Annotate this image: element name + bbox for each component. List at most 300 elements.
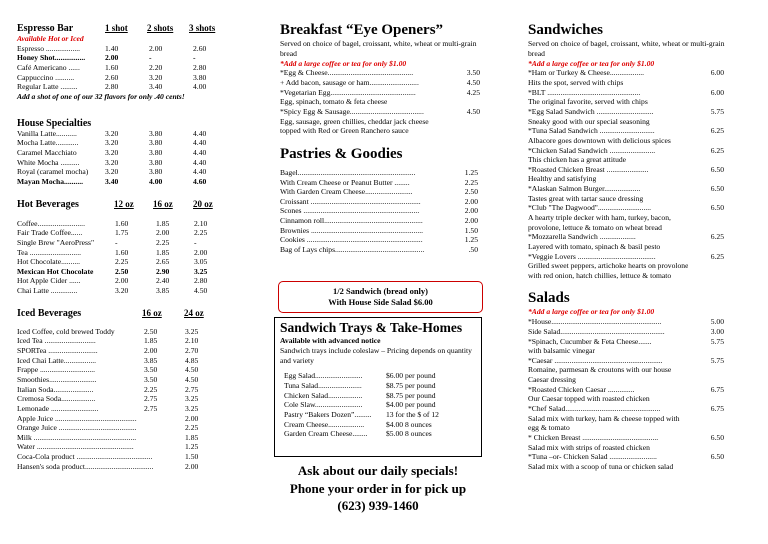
sandwiches-item — [528, 107, 724, 117]
hot-item-price: 1.75 — [115, 228, 129, 238]
house-item-price: 3.80 — [149, 167, 163, 177]
salads-item — [528, 327, 724, 337]
salads-item-price: 6.75 — [710, 384, 724, 394]
house-item-price: 3.20 — [105, 128, 119, 138]
salads-note: *Add a large coffee or tea for only $1.00 — [528, 307, 655, 317]
trays-item-name: Tuna Salad....................... — [284, 381, 362, 391]
iced-item-name: Orange Juice ......................................... — [17, 423, 137, 433]
iced-item-name: Frappe ............................. — [17, 365, 96, 375]
salads-item-name: *Chef Salad.................................................. — [528, 404, 661, 414]
espresso-title: Espresso Bar — [17, 23, 74, 34]
trays-item-name: Cream Cheese................... — [284, 419, 365, 429]
iced-item-name: Milk ...................................................... — [17, 432, 137, 442]
salads-item-price: 5.75 — [710, 355, 724, 365]
sandwiches-item-name: provolone, lettuce & tomato on wheat bread — [528, 222, 662, 232]
sandwiches-item-name: *Mozzarella Sandwich ................... — [528, 232, 636, 242]
half-sandwich-line2: With House Side Salad $6.00 — [328, 297, 433, 307]
sandwiches-item-price: 6.50 — [710, 164, 724, 174]
house-item-price: 4.40 — [193, 138, 207, 148]
sandwiches-item-price: 6.00 — [710, 87, 724, 97]
sandwiches-item-name: Sneaky good with our special seasoning — [528, 116, 650, 126]
hot-item-price: - — [115, 237, 118, 247]
iced-item-name: Hansen's soda product.................................... — [17, 461, 154, 471]
iced-list — [17, 327, 255, 472]
espresso-item — [17, 44, 255, 54]
house-item-price: 3.20 — [105, 157, 119, 167]
house-item-price: 3.20 — [105, 138, 119, 148]
salads-item-name: *Caesar ......................................................... — [528, 355, 663, 365]
breakfast-item-name: *Egg & Cheese............................................. — [280, 68, 414, 78]
sandwiches-item-name: *Club "The Dagwood"............................ — [528, 203, 652, 213]
iced-item-price: 2.25 — [185, 423, 199, 433]
pastries-item — [280, 187, 478, 197]
salads-item — [528, 452, 724, 462]
pastries-item-name: Brownies ........................................................... — [280, 225, 424, 235]
espresso-col1: 1 shot — [105, 23, 128, 33]
trays-item-price: $6.00 per pound — [386, 371, 436, 381]
pastries-item-price: 2.00 — [464, 196, 478, 206]
iced-item-name: Apple Juice ........................................... — [17, 413, 137, 423]
sandwiches-item-name: Tastes great with tartar sauce dressing — [528, 193, 644, 203]
sandwiches-item — [528, 242, 724, 252]
iced-item — [17, 346, 255, 356]
hot-item-price: 2.90 — [156, 266, 170, 276]
espresso-item-price: 2.80 — [193, 63, 207, 73]
espresso-item-price: 2.00 — [105, 53, 119, 63]
salads-item-name: *Tuna –or- Chicken Salad ......................... — [528, 452, 657, 462]
trays-item-price: $4.00 per pound — [386, 400, 436, 410]
pastries-item-name: Bag of Lays chips............................................... — [280, 245, 425, 254]
pastries-item — [280, 206, 478, 216]
breakfast-item-name: Egg, sausage, green chillies, cheddar jack cheese — [280, 116, 429, 126]
hot-item — [17, 228, 255, 238]
house-item-price: 3.80 — [149, 138, 163, 148]
trays-item-price: $8.75 per pound — [386, 381, 436, 391]
trays-item-name: Pastry “Bakers Dozen”......... — [284, 409, 372, 419]
pastries-item-name: Croissant .......................................................... — [280, 196, 421, 206]
hot-item-price: 2.25 — [194, 228, 208, 238]
salads-item — [528, 443, 724, 453]
espresso-item-name: Espresso .................. — [17, 43, 81, 53]
espresso-item-price: 2.20 — [149, 63, 163, 73]
hot-item-name: Coffee......................... — [17, 218, 85, 228]
hot-item — [17, 219, 255, 229]
hot-item-name: Chai Latte .............. — [17, 286, 78, 296]
iced-item — [17, 423, 255, 433]
trays-item-price: $4.00 8 ounces — [386, 419, 432, 429]
house-item — [17, 167, 255, 177]
iced-item-price: 2.00 — [144, 346, 158, 356]
trays-item-name: Egg Salad......................... — [284, 371, 363, 381]
sandwiches-item — [528, 194, 724, 204]
sandwiches-item — [528, 271, 724, 281]
iced-item-name: Iced Coffee, cold brewed Toddy — [17, 326, 115, 336]
sandwiches-item-name: *Chicken Salad Sandwich ........................ — [528, 145, 656, 155]
footer-phone: (623) 939-1460 — [337, 498, 419, 513]
sandwiches-item-name: *BLT ................................................. — [528, 87, 641, 97]
house-item-price: 4.40 — [193, 148, 207, 158]
salads-item-name: *Spinach, Cucumber & Feta Cheese....... — [528, 336, 652, 346]
hot-item-name: Single Brew "AeroPress" — [17, 237, 95, 247]
hot-item-price: 2.80 — [194, 276, 208, 286]
half-sandwich-box — [278, 281, 483, 313]
espresso-note: Add a shot of one of our 32 flavors for only .40 cents! — [17, 92, 185, 101]
iced-header — [17, 308, 255, 320]
pastries-item-name: With Cream Cheese or Peanut Butter ........ — [280, 177, 410, 187]
pastries-item-price: 1.25 — [464, 167, 478, 177]
hot-item-name: Mexican Hot Chocolate — [17, 266, 94, 276]
pastries-item-name: Cookies ............................................................. — [280, 235, 423, 245]
sandwiches-title: Sandwiches — [528, 22, 604, 38]
sandwiches-item — [528, 136, 724, 146]
sandwiches-item-name: This chicken has a great attitude — [528, 155, 627, 165]
iced-title: Iced Beverages — [17, 307, 82, 319]
espresso-subtitle: Available Hot or Iced — [17, 34, 84, 43]
breakfast-item-name: + Add bacon, sausage or ham.......................... — [280, 78, 419, 88]
hot-item — [17, 276, 255, 286]
salads-item-price: 3.00 — [710, 326, 724, 336]
espresso-item-name: Regular Latte ......... — [17, 82, 78, 92]
iced-item-price: 1.85 — [144, 336, 158, 346]
sandwiches-item-name: Grilled sweet peppers, artichoke hearts on provolone — [528, 261, 689, 271]
sandwiches-item-name: The original favorite, served with chips — [528, 97, 648, 107]
salads-item — [528, 433, 724, 443]
salads-item — [528, 414, 724, 424]
sandwiches-item-name: *Veggie Lovers ......................................... — [528, 251, 656, 261]
iced-item — [17, 365, 255, 375]
pastries-item-price: .50 — [468, 245, 478, 254]
hot-item-price: 1.60 — [115, 218, 129, 228]
salads-item — [528, 404, 724, 414]
sandwiches-item-name: *Alaskan Salmon Burger................... — [528, 184, 641, 194]
hot-item-price: 4.50 — [194, 286, 208, 296]
sandwiches-item — [528, 78, 724, 88]
column-drinks — [17, 0, 255, 471]
column-sandwiches — [528, 0, 754, 472]
house-list — [17, 129, 255, 187]
breakfast-title: Breakfast “Eye Openers” — [280, 22, 444, 38]
breakfast-list — [280, 68, 500, 135]
espresso-item — [17, 53, 255, 63]
sandwiches-item — [528, 117, 724, 127]
house-item — [17, 148, 255, 158]
pastries-item-name: Bagel.............................................................. — [280, 167, 416, 177]
sandwiches-item-name: *Egg Salad Sandwich .............................. — [528, 106, 654, 116]
espresso-item-name: Cappuccino .......... — [17, 72, 75, 82]
house-item — [17, 177, 255, 187]
breakfast-item — [280, 107, 480, 117]
pastries-item-price: 2.25 — [464, 177, 478, 187]
breakfast-desc: Served on choice of bagel, croissant, white, wheat or multi-grain bread — [280, 39, 477, 58]
iced-item-name: Cremosa Soda.................. — [17, 394, 96, 404]
iced-item-price: 1.25 — [185, 442, 199, 452]
espresso-item-price: 1.60 — [105, 63, 119, 73]
pastries-list — [280, 168, 500, 255]
sandwiches-item — [528, 165, 724, 175]
hot-header — [17, 199, 255, 211]
house-item-price: 4.40 — [193, 157, 207, 167]
breakfast-item — [280, 78, 480, 88]
pastries-item — [280, 216, 478, 226]
breakfast-item-name: *Vegetarian Egg............................................. — [280, 87, 416, 97]
salads-item-price: 5.75 — [710, 336, 724, 346]
hot-item-price: 2.50 — [115, 266, 129, 276]
iced-item-name: Smoothies......................... — [17, 374, 97, 384]
sandwiches-item — [528, 126, 724, 136]
breakfast-item-name: Egg, spinach, tomato & feta cheese — [280, 97, 388, 107]
house-item-name: Royal (caramel mocha) — [17, 167, 89, 177]
sandwiches-item — [528, 88, 724, 98]
espresso-item — [17, 82, 255, 92]
hot-item — [17, 238, 255, 248]
iced-item-name: Coca-Cola product ........................................ — [17, 452, 153, 462]
hot-col2: 16 oz — [153, 198, 173, 209]
hot-item-price: 2.25 — [115, 257, 129, 267]
sandwiches-item-price: 6.25 — [710, 145, 724, 155]
espresso-item-price: 3.80 — [193, 72, 207, 82]
pastries-item-name: Scones ............................................................. — [280, 206, 420, 216]
sandwiches-item — [528, 261, 724, 271]
hot-list — [17, 219, 255, 296]
trays-item — [284, 400, 476, 410]
iced-item — [17, 404, 255, 414]
hot-item-price: 3.85 — [156, 286, 170, 296]
iced-item — [17, 356, 255, 366]
sandwiches-item-name: *Tuna Salad Sandwich ............................. — [528, 126, 655, 136]
trays-item — [284, 420, 476, 430]
salads-item — [528, 385, 724, 395]
salads-item-name: Salad mix with a scoop of tuna or chicken salad — [528, 461, 674, 471]
salads-item — [528, 317, 724, 327]
hot-item-price: 1.60 — [115, 247, 129, 257]
breakfast-item-price: 4.50 — [466, 106, 480, 116]
house-title: House Specialties — [17, 117, 92, 129]
hot-item-price: 2.10 — [194, 218, 208, 228]
sandwiches-item-price: 6.50 — [710, 203, 724, 213]
espresso-item-name: Café Americano ...... — [17, 63, 80, 73]
sandwiches-item — [528, 232, 724, 242]
salads-item-name: Caesar dressing — [528, 375, 576, 385]
sandwiches-item — [528, 68, 724, 78]
iced-item-price: 3.25 — [185, 403, 199, 413]
pastries-item-price: 2.00 — [464, 206, 478, 216]
hot-item-price: - — [194, 237, 197, 247]
iced-item-price: 3.50 — [144, 365, 158, 375]
trays-list — [280, 371, 476, 438]
house-item-name: Vanilla Latte........... — [17, 128, 77, 138]
pastries-item — [280, 226, 478, 236]
house-item-price: 4.60 — [193, 177, 207, 186]
trays-item — [284, 371, 476, 381]
breakfast-item — [280, 68, 480, 78]
salads-item — [528, 365, 724, 375]
salads-item-name: Side Salad....................................................... — [528, 326, 665, 336]
sandwiches-item-name: Albacore goes downtown with delicious spices — [528, 135, 671, 145]
house-item-price: 3.80 — [149, 128, 163, 138]
iced-item-price: 2.75 — [144, 403, 158, 413]
iced-item-price: 2.00 — [185, 461, 199, 471]
hot-item-name: Hot Apple Cider ...... — [17, 276, 81, 286]
salads-list — [528, 317, 754, 471]
hot-item-price: 1.85 — [156, 218, 170, 228]
hot-item-name: Tea ........................... — [17, 247, 82, 257]
iced-item-name: Iced Tea ........................... — [17, 336, 96, 346]
hot-item-price: 2.40 — [156, 276, 170, 286]
footer — [274, 462, 482, 515]
sandwiches-item — [528, 146, 724, 156]
salads-item-price: 6.50 — [710, 432, 724, 442]
hot-item-name: Fair Trade Coffee...... — [17, 228, 83, 238]
pastries-item — [280, 235, 478, 245]
sandwiches-item-price: 6.50 — [710, 184, 724, 194]
hot-item-price: 3.25 — [194, 266, 208, 276]
espresso-item-price: 2.00 — [149, 43, 163, 53]
espresso-item-name: Honey Shot................ — [17, 53, 86, 63]
hot-item — [17, 286, 255, 296]
breakfast-item-name: topped with Red or Green Ranchero sauce — [280, 126, 409, 136]
breakfast-item-price: 4.25 — [466, 87, 480, 97]
half-sandwich-line1: 1/2 Sandwich (bread only) — [332, 286, 428, 296]
salads-item-price: 5.00 — [710, 317, 724, 327]
house-item — [17, 138, 255, 148]
hot-item-price: 2.00 — [115, 276, 129, 286]
house-item — [17, 129, 255, 139]
hot-item — [17, 267, 255, 277]
sandwiches-item-name: with red onion, hatch chillies, lettuce & tomato — [528, 270, 672, 280]
sandwiches-note: *Add a large coffee or tea for only $1.00 — [528, 58, 655, 68]
iced-item-price: 2.10 — [185, 336, 199, 346]
salads-title: Salads — [528, 290, 570, 307]
footer-line1: Ask about our daily specials! — [297, 463, 459, 478]
hot-item-price: 2.00 — [194, 247, 208, 257]
iced-item-price: 2.70 — [185, 346, 199, 356]
sandwiches-item-name: *Ham or Turkey & Cheese.................. — [528, 68, 645, 78]
breakfast-item-name: *Spicy Egg & Sausage....................................... — [280, 106, 424, 116]
breakfast-item — [280, 97, 480, 107]
house-item — [17, 158, 255, 168]
hot-title: Hot Beverages — [17, 198, 79, 210]
house-item-name: Mocha Latte............ — [17, 138, 79, 148]
sandwiches-desc: Served on choice of bagel, croissant, white, wheat or multi-grain bread — [528, 39, 725, 58]
pastries-title: Pastries & Goodies — [280, 145, 403, 162]
pastries-item-name: With Garden Cream Cheese......................... — [280, 187, 413, 197]
house-item-price: 4.40 — [193, 128, 207, 138]
iced-item — [17, 327, 255, 337]
pastries-item-price: 1.25 — [464, 235, 478, 245]
espresso-item-price: 2.60 — [105, 72, 119, 82]
breakfast-item — [280, 88, 480, 98]
house-item-name: White Mocha .......... — [17, 157, 80, 167]
house-item-price: 4.40 — [193, 167, 207, 177]
espresso-item-price: 2.60 — [193, 43, 207, 53]
espresso-item-price: - — [193, 53, 196, 63]
iced-item-price: 3.25 — [185, 394, 199, 404]
pastries-item-price: 1.50 — [464, 225, 478, 235]
espresso-col2: 2 shots — [147, 23, 174, 33]
iced-item-price: 2.25 — [144, 384, 158, 394]
sandwiches-list — [528, 68, 754, 280]
trays-desc: Sandwich trays include coleslaw – Pricing depends on quantity and variety — [280, 345, 472, 365]
house-item-price: 3.80 — [149, 157, 163, 167]
sandwiches-item-name: Layered with tomato, spinach & basil pesto — [528, 241, 661, 251]
breakfast-item-price: 3.50 — [466, 68, 480, 78]
house-item-price: 3.40 — [105, 177, 119, 186]
hot-item-price: 1.85 — [156, 247, 170, 257]
breakfast-item — [280, 117, 480, 127]
salads-item-name: * Chicken Breast ........................................ — [528, 432, 659, 442]
trays-item-price: $8.75 per pound — [386, 390, 436, 400]
hot-item-price: 2.65 — [156, 257, 170, 267]
pastries-item — [280, 168, 478, 178]
pastries-item-price: 2.50 — [464, 187, 478, 197]
espresso-item-price: 1.40 — [105, 43, 119, 53]
espresso-header — [17, 23, 255, 34]
sandwiches-item — [528, 213, 724, 223]
house-item-name: Caramel Macchiato — [17, 148, 77, 158]
iced-item-price: 1.85 — [185, 432, 199, 442]
iced-item — [17, 375, 255, 385]
column-breakfast — [280, 0, 500, 255]
sandwiches-item — [528, 184, 724, 194]
sandwiches-item-price: 6.25 — [710, 126, 724, 136]
iced-item-name: SPORTea .......................... — [17, 346, 98, 356]
sandwiches-item — [528, 203, 724, 213]
salads-item — [528, 346, 724, 356]
trays-item-price: $5.00 8 ounces — [386, 429, 432, 439]
house-item-price: 3.20 — [105, 148, 119, 158]
iced-item-price: 3.50 — [144, 374, 158, 384]
salads-item-name: *Roasted Chicken Caesar .............. — [528, 384, 635, 394]
espresso-item-price: 4.00 — [193, 82, 207, 92]
iced-item — [17, 462, 255, 472]
iced-col1: 16 oz — [142, 307, 162, 318]
sandwiches-item — [528, 252, 724, 262]
salads-item — [528, 356, 724, 366]
salads-item — [528, 462, 724, 472]
hot-item-price: 3.20 — [115, 286, 129, 296]
iced-item-price: 4.50 — [185, 374, 199, 384]
breakfast-item — [280, 126, 480, 136]
iced-item-name: Iced Chai Latte................. — [17, 355, 97, 365]
salads-item-price: 6.75 — [710, 404, 724, 414]
iced-item — [17, 452, 255, 462]
hot-item — [17, 257, 255, 267]
trays-item-price: 13 for the $ of 12 — [386, 409, 439, 419]
sandwiches-item — [528, 97, 724, 107]
iced-col2: 24 oz — [184, 307, 204, 318]
breakfast-note: *Add a large coffee or tea for only $1.00 — [280, 58, 407, 68]
salads-item-name: Romaine, parmesan & croutons with our house — [528, 365, 672, 375]
sandwiches-item-name: *Roasted Chicken Breast ...................... — [528, 164, 649, 174]
trays-item — [284, 381, 476, 391]
salads-item-name: Salad mix with turkey, ham & cheese topped with — [528, 413, 680, 423]
pastries-item-name: Cinnamon roll.................................................... — [280, 216, 423, 226]
espresso-item — [17, 63, 255, 73]
trays-sub: Available with advanced notice — [280, 336, 381, 345]
pastries-item — [280, 197, 478, 207]
trays-item — [284, 391, 476, 401]
espresso-item-price: 3.20 — [149, 72, 163, 82]
salads-item — [528, 423, 724, 433]
hot-item-price: 2.00 — [156, 228, 170, 238]
salads-item-name: Our Caesar topped with roasted chicken — [528, 394, 650, 404]
salads-item — [528, 394, 724, 404]
sandwiches-item-name: A hearty triple decker with ham, turkey, bacon, — [528, 213, 671, 222]
salads-item-name: egg & tomato — [528, 423, 570, 433]
salads-item — [528, 375, 724, 385]
sandwiches-item-name: Healthy and satisfying — [528, 174, 597, 184]
hot-col3: 20 oz — [193, 198, 213, 209]
